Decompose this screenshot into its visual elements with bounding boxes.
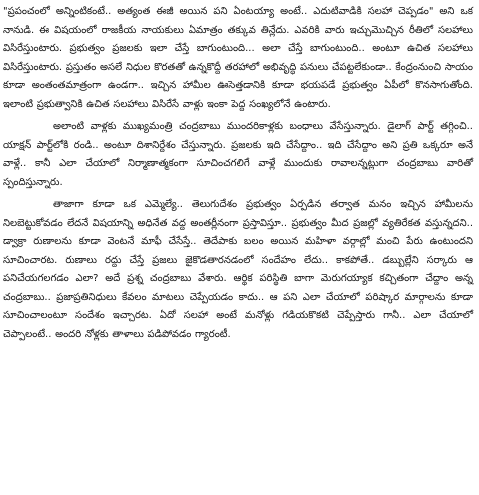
paragraph-2: అలాంటి వాళ్లకు ముఖ్యమంత్రి చంద్రబాబు ముందరికాళ్లకు బంధాలు వేసేస్తున్నారు. డైలాగ్ పార్ట్ తగ్గించి.. యాక్షన్ పార్ట్‌లోకి రండి.. అంటూ దిశానిర్దేశం చేస్తున్నారు. ప్రజలకు ఇది చేసేద్దాం.. ఇది చేసేద్దాం అని ప్రతి ఒక్కరూ అనే వాళ్లే.. కానీ ఎలా చేయాలో నిర్మాణాత్మకంగా సూచించగలిగే వాళ్లే ముందుకు రావాలన్నట్లుగా చంద్రబాబు వారితో స్పందిస్తున్నారు. xyxy=(3,121,473,188)
paragraph-1: "ప్రపంచంలో అన్నింటికంటే.. అత్యంత ఈజీ అయిన పని ఏంటయ్యా అంటే.. ఎదుటివాడికి సలహా చెప్పడం" అని ఒక నానుడి. ఈ విషయంలో రాజకీయ నాయకులు ఏమాత్రం తక్కువ తిన్లేదు. ఎవరికి వారు ఇచ్చుమొచ్చిన రీతిలో సలహాలు విసిరేస్తుంటారు. ప్రభుత్వం ప్రజలకు ఇలా చేస్తే బాగుంటుంది... అలా చేస్తే బాగుంటుంది.. అంటూ ఉచిత సలహాలు విసిరేస్తుంటారు. ప్రస్తుతం అసలే నిధుల కొరతతో ఉన్నకొద్దీ తరహాలో అభివృద్ధి పనులు చేపట్టలేకుండా.. కేంద్రంనుంచి సాయం కూడా అంతంతమాత్రంగా ఉండగా.. ఇచ్చిన హామీల ఊసెత్తడానికి కూడా భయపడే ప్రభుత్వం ఏపీలో కొనసాగుతోంది. ఇలాంటి ప్రభుత్వానికి ఉచిత సలహాలు విసిరేసే వాళ్లు ఇంకా పెద్ద సంఖ్యలోనే ఉంటారు. xyxy=(3,6,473,110)
paragraph-3: తాజాగా కూడా ఒక ఎమ్మెల్యే.. తెలుగుదేశం ప్రభుత్వం ఏర్పడిన తర్వాత మనం ఇచ్చిన హామీలను నిలబెట్టుకోవడం లేదనే విషయాన్ని అధినేత వద్ద అంతర్లీనంగా ప్రస్తావిస్తూ.. ప్రభుత్వం మీద ప్రజల్లో వ్యతిరేకత వస్తున్నదని.. డ్వాక్రా రుణాలను కూడా వెంటనే మాఫీ చేసేస్తే.. తెదేపాకు బలం అయిన మహిళా వర్గాల్లో మంచి పేరు ఉంటుందని సూచించారట. రుణాలు రద్దు చేస్తే ప్రజలు జైకొడతారనడంలో సందేహం లేదు.. కాకపోతే.. డబ్బుల్లేని సర్కారు ఆ పనిచేయగలగడం ఎలా? అదే ప్రశ్న చంద్రబాబు వేశారు. ఆర్థిక పరిస్థితి బాగా మెరుగయ్యాక కచ్చితంగా చేద్దాం అన్న చంద్రబాబు.. ప్రజాప్రతినిధులు కేవలం మాటలు చెప్పేయడం కాదు.. ఆ పని ఎలా చేయాలో పరిష్కార మార్గాలను కూడా సూచించాలంటూ సందేశం ఇచ్చారట. ఏదో సలహా అంటే మనోళ్లు గడియకొకటి చెప్పేస్తారు గానీ.. ఎలా చేయాలో చెప్పాలంటే.. అందరి నోళ్లకు తాళాలు పడిపోవడం గ్యారంటీ. xyxy=(3,199,473,340)
